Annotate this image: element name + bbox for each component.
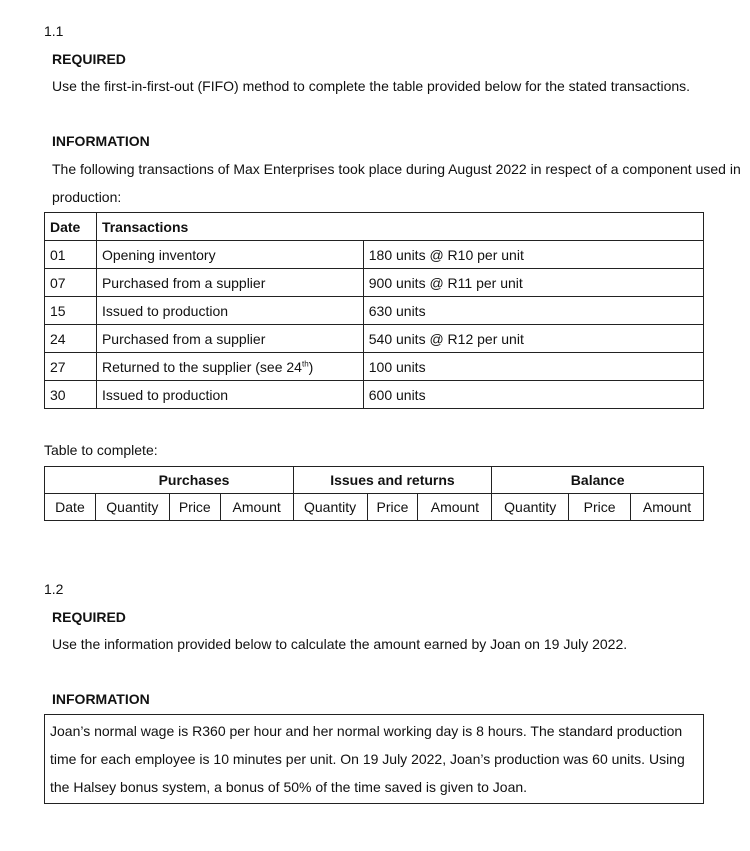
row-description: Purchased from a supplier xyxy=(96,325,363,353)
section-number-1-1: 1.1 xyxy=(44,23,64,39)
info-text-line-2: production: xyxy=(52,189,122,205)
info-heading-2: INFORMATION xyxy=(52,691,150,707)
col-issues-amount: Amount xyxy=(418,494,492,521)
col-purchases-quantity: Quantity xyxy=(95,494,169,521)
row-date: 30 xyxy=(45,381,97,409)
row-date: 24 xyxy=(45,325,97,353)
info-box: Joan’s normal wage is R360 per hour and her normal working day is 8 hours. The standard production time for each employee is 10 minutes per unit. On 19 July 2022, Joan’s production was 60 units. Using the Halsey bonus system, a bonus of 50% of the time saved is given to Joan. xyxy=(44,714,704,804)
col-balance-amount: Amount xyxy=(631,494,704,521)
header-date: Date xyxy=(45,213,97,241)
empty-cell xyxy=(45,467,96,494)
row-date: 07 xyxy=(45,269,97,297)
fifo-group-header-row xyxy=(45,467,704,494)
group-issues-returns: Issues and returns xyxy=(293,467,492,494)
table-row xyxy=(45,381,704,409)
row-description: Issued to production xyxy=(96,297,363,325)
table-row xyxy=(45,325,704,353)
row-date: 15 xyxy=(45,297,97,325)
required-text-2: Use the information provided below to calculate the amount earned by Joan on 19 July 2022. xyxy=(52,636,628,652)
row-detail: 900 units @ R11 per unit xyxy=(363,269,703,297)
row-description: Opening inventory xyxy=(96,241,363,269)
table-caption: Table to complete: xyxy=(44,442,158,458)
table-row xyxy=(45,297,704,325)
col-balance-price: Price xyxy=(569,494,631,521)
col-purchases-amount: Amount xyxy=(220,494,293,521)
col-issues-quantity: Quantity xyxy=(293,494,367,521)
ordinal-suffix: th xyxy=(301,358,309,368)
row-description-end: ) xyxy=(308,358,314,375)
group-balance: Balance xyxy=(492,467,704,494)
row-detail: 540 units @ R12 per unit xyxy=(363,325,703,353)
col-issues-price: Price xyxy=(367,494,418,521)
row-description: Issued to production xyxy=(96,381,363,409)
row-date: 01 xyxy=(45,241,97,269)
table-row xyxy=(45,269,704,297)
fifo-column-header-row xyxy=(45,494,704,521)
col-purchases-price: Price xyxy=(169,494,220,521)
row-description: Purchased from a supplier xyxy=(96,269,363,297)
row-detail: 180 units @ R10 per unit xyxy=(363,241,703,269)
info-text-line-1: The following transactions of Max Enterprises took place during August 2022 in respect of a component used in xyxy=(52,161,741,177)
table-row xyxy=(45,353,704,381)
table-row xyxy=(45,241,704,269)
header-transactions: Transactions xyxy=(96,213,703,241)
row-description xyxy=(96,353,363,381)
info-heading-1: INFORMATION xyxy=(52,133,150,149)
required-heading-2: REQUIRED xyxy=(52,609,126,625)
required-text-1: Use the first-in-first-out (FIFO) method to complete the table provided below for the stated transactions. xyxy=(52,78,691,94)
required-heading-1: REQUIRED xyxy=(52,51,126,67)
fifo-table xyxy=(44,466,704,521)
row-detail: 600 units xyxy=(363,381,703,409)
group-purchases: Purchases xyxy=(95,467,293,494)
section-number-1-2: 1.2 xyxy=(44,581,64,597)
row-date: 27 xyxy=(45,353,97,381)
col-date: Date xyxy=(45,494,96,521)
col-balance-quantity: Quantity xyxy=(492,494,569,521)
row-description-text: Returned to the supplier (see 24 xyxy=(101,358,302,375)
table-header-row xyxy=(45,213,704,241)
row-detail: 100 units xyxy=(363,353,703,381)
row-detail: 630 units xyxy=(363,297,703,325)
transactions-table xyxy=(44,212,704,409)
